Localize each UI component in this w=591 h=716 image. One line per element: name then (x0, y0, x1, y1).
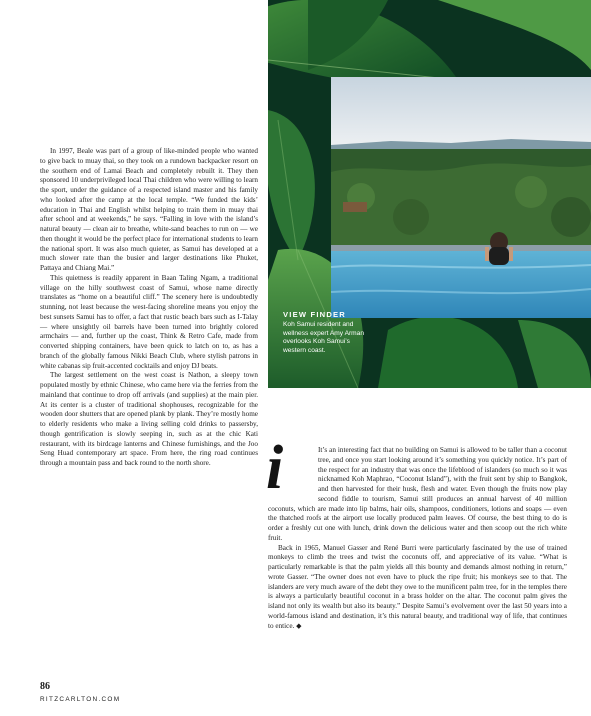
caption-text: Koh Samui resident and wellness expert Amy Arman overlooks Koh Samui’s western coast. (283, 321, 364, 354)
left-paragraph: This quietness is readily apparent in Baan Taling Ngam, a traditional village on the hilly southwest coast of Samui, whose name directly translates as “home on a beautiful cliff.” The scenery here is undoubtedly stunning, not least because the west-facing shoreline means you enjoy the best sunsets Samui has to offer, a fact that rustic beach bars such as I-Talay — where unsightly oil barrels have been turned into brightly colored armchairs — and, further up the coast, Think & Retro Cafe, made from converted shipping containers, have been quick to latch on to, as has a branch of the globally famous Nikki Beach Club, where stylish patrons in white cabanas sip fruit-accented cocktails and enjoy DJ beats. (40, 273, 258, 370)
drop-cap: i (266, 434, 284, 502)
caption-heading: VIEW FINDER (283, 310, 346, 319)
left-column (40, 147, 258, 469)
pool-view-illustration (331, 77, 591, 318)
site-url: RITZCARLTON.COM (40, 696, 121, 703)
right-paragraph-text: It’s an interesting fact that no building on Samui is allowed to be taller than a coconut tree, and once you start looking around it’s something you quickly notice. It’s part of the respect for an industry that was once the lifeblood of islanders (so much so it was nicknamed Koh Maphrao, “Coconut Island”), with the fruit sent by ship to Bangkok, and then harvested for their husk, flesh and water. Even though the fruits now play second fiddle to tourism, Samui still produces an annual harvest of 40 million coconuts, which are made into lip balms, hair oils, shampoos, conditioners, lotions and soaps — even the thatched roofs at the airport use locally produced palm leaves. Of course, the best thing to do is order a freshly cut one with lunch, drink down the delicious water and then scoop out the rich white fruit. (268, 446, 567, 542)
left-paragraph: In 1997, Beale was part of a group of like-minded people who wanted to give back to muay thai, so they took on a rundown backpacker resort on the southern end of Lamai Beach and completely rebuilt it. They then sponsored 10 underprivileged local Thai children who were willing to learn the sport, under the guidance of a respected island master and his family who looked after the camp at the local temple. “We funded the kids’ education in Thai and English whilst helping to train them in muay thai after school and at weekends,” he says. “Falling in love with the island’s natural beauty — clean air to breathe, white-sand beaches to run on — we then thought it would be the perfect place for international students to learn the national sport. It was also much quieter, as Samui has developed at a much slower rate than the busier and larger destinations like Phuket, Pattaya and Chiang Mai.” (40, 147, 258, 272)
end-mark-icon: ◆ (296, 621, 302, 630)
right-paragraph-text: Back in 1965, Manuel Gasser and René Burri were particularly fascinated by the use of trained monkeys to climb the trees and twist the coconuts off, and appreciative of its value. “What is particularly remarkable is that the palm yields all this bounty and demands almost nothing in return,” wrote Gasser. “The owner does not even have to pluck the ripe fruit; his monkeys see to that. The islanders are very much aware of the debt they owe to the munificent palm tree, for in the temples there is always a particularly beautiful coconut in a brass holder on the altar. The coconut palm gives the island not only its wealth but also its beauty.” Despite Samui’s evolvement over the last 50 years into a world-famous island and destination, it’s this natural beauty, and traditional way of life, that continues to entice. (268, 543, 567, 630)
page-number: 86 (40, 681, 50, 692)
right-column (266, 434, 567, 631)
photo-caption (283, 310, 373, 355)
right-paragraph-second (268, 544, 567, 632)
left-paragraph: The largest settlement on the west coast is Nathon, a sleepy town populated mostly by ethnic Chinese, who came here via the ferries from the mainland that continue to drop off arrivals (and supplies) at the main pier. At its center is a cluster of traditional shophouses, recognizable for the wooden door shutters that are opened plank by plank. They’re mostly home to elderly residents who make a living selling cold drinks to passersby, though gentrification is slowly seeping in, such as at the chic Kati restaurant, with its birdcage lanterns and Chinese furnishings, and the Joo Seng Huad contemporary art space. From here, the ring road continues through a mountain pass and back round to the north shore. (40, 371, 258, 467)
right-paragraph-first (266, 434, 567, 544)
pool-view-photo (331, 77, 591, 318)
